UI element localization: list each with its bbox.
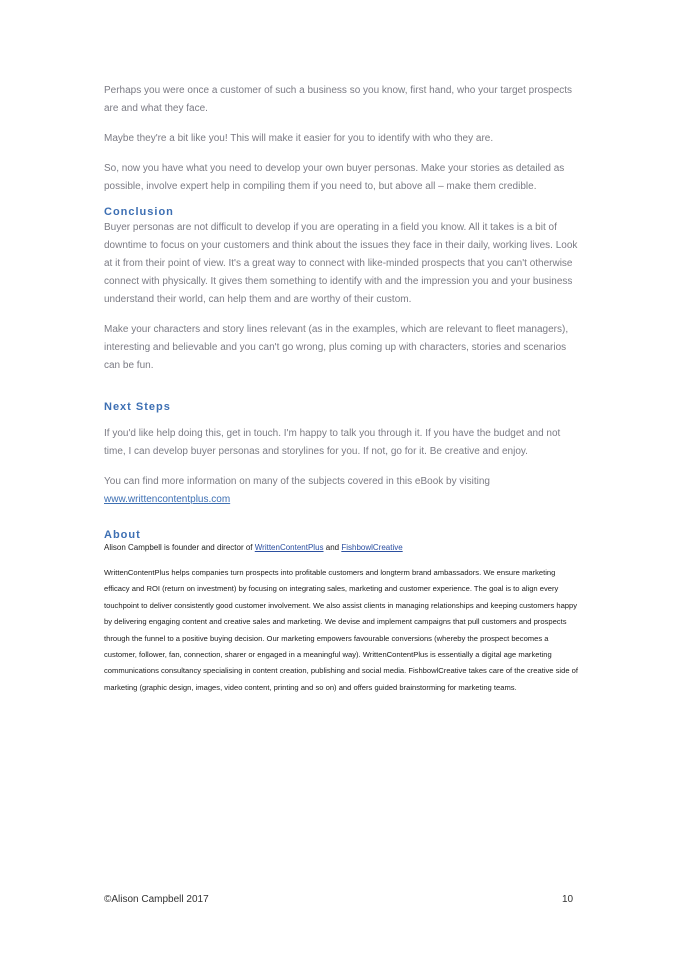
page-number: 10 xyxy=(562,894,574,905)
writtencontentplus-link[interactable]: WrittenContentPlus xyxy=(254,543,324,552)
intro-paragraph-1: Perhaps you were once a customer of such a business so you know, first hand, who your target prospects are and what they face. xyxy=(104,85,573,114)
about-and-text: and xyxy=(323,543,342,552)
next-steps-paragraph: If you'd like help doing this, get in touch. I'm happy to talk you through it. If you have the budget and not time, I can develop buyer personas and storylines for you. If not, go for it. Be creative and enjoy. xyxy=(104,428,561,457)
about-body: WrittenContentPlus helps companies turn prospects into profitable customers and longterm brand ambassadors. We ensure marketing efficacy and ROI (return on investment) by focusing on integrating sales, marketing and customer experience. The goal is to align every touchpoint to deliver consistently good customer involvement. We also assist clients in managing relationships and keeping customers happy by delivering engaging content and creative sales and marketing. We devise and implement campaigns that pull customers and prospects through the funnel to a positive buying decision. Our marketing empowers favourable conversions (whereby the prospect becomes a customer, follower, fan, connection, sharer or engaged in a meaningful way). WrittenContentPlus is essentially a digital age marketing communications consultancy specialising in content creation, publishing and social media. FishbowlCreative takes care of the creative side of marketing (graphic design, images, video content, printing and so on) and offers guided brainstorming for marketing teams. xyxy=(104,568,579,692)
about-intro xyxy=(104,541,578,555)
conclusion-paragraph-2: Make your characters and story lines relevant (as in the examples, which are relevant to fleet managers), interesting and believable and you can't go wrong, plus coming up with characters, stories and scenarios can be fun. xyxy=(104,324,569,371)
page-content xyxy=(104,82,578,696)
more-info-paragraph xyxy=(104,473,578,509)
conclusion-heading: Conclusion xyxy=(104,206,174,218)
fishbowlcreative-link[interactable]: FishbowlCreative xyxy=(341,543,403,552)
about-intro-text: Alison Campbell is founder and director of xyxy=(104,543,255,552)
website-link[interactable]: www.writtencontentplus.com xyxy=(104,494,231,505)
conclusion-paragraph-1: Buyer personas are not difficult to develop if you are operating in a field you know. All it takes is a bit of downtime to focus on your customers and think about the issues they face in their daily, working lives. Look at it from their point of view. It's a great way to connect with like-minded prospects that you can't otherwise connect with physically. It gives them something to identify with and the impression you and your business understand their world, can help them and are worthy of their custom. xyxy=(104,222,578,305)
intro-paragraph-3: So, now you have what you need to develop your own buyer personas. Make your stories as detailed as possible, involve expert help in compiling them if you need to, but above all – make them credible. xyxy=(104,163,565,192)
about-heading: About xyxy=(104,529,141,541)
footer-copyright: ©Alison Campbell 2017 xyxy=(104,894,209,905)
intro-paragraph-2: Maybe they're a bit like you! This will make it easier for you to identify with who they are. xyxy=(104,133,494,144)
next-steps-heading: Next Steps xyxy=(104,401,171,413)
more-info-text: You can find more information on many of the subjects covered in this eBook by visiting xyxy=(104,476,490,487)
